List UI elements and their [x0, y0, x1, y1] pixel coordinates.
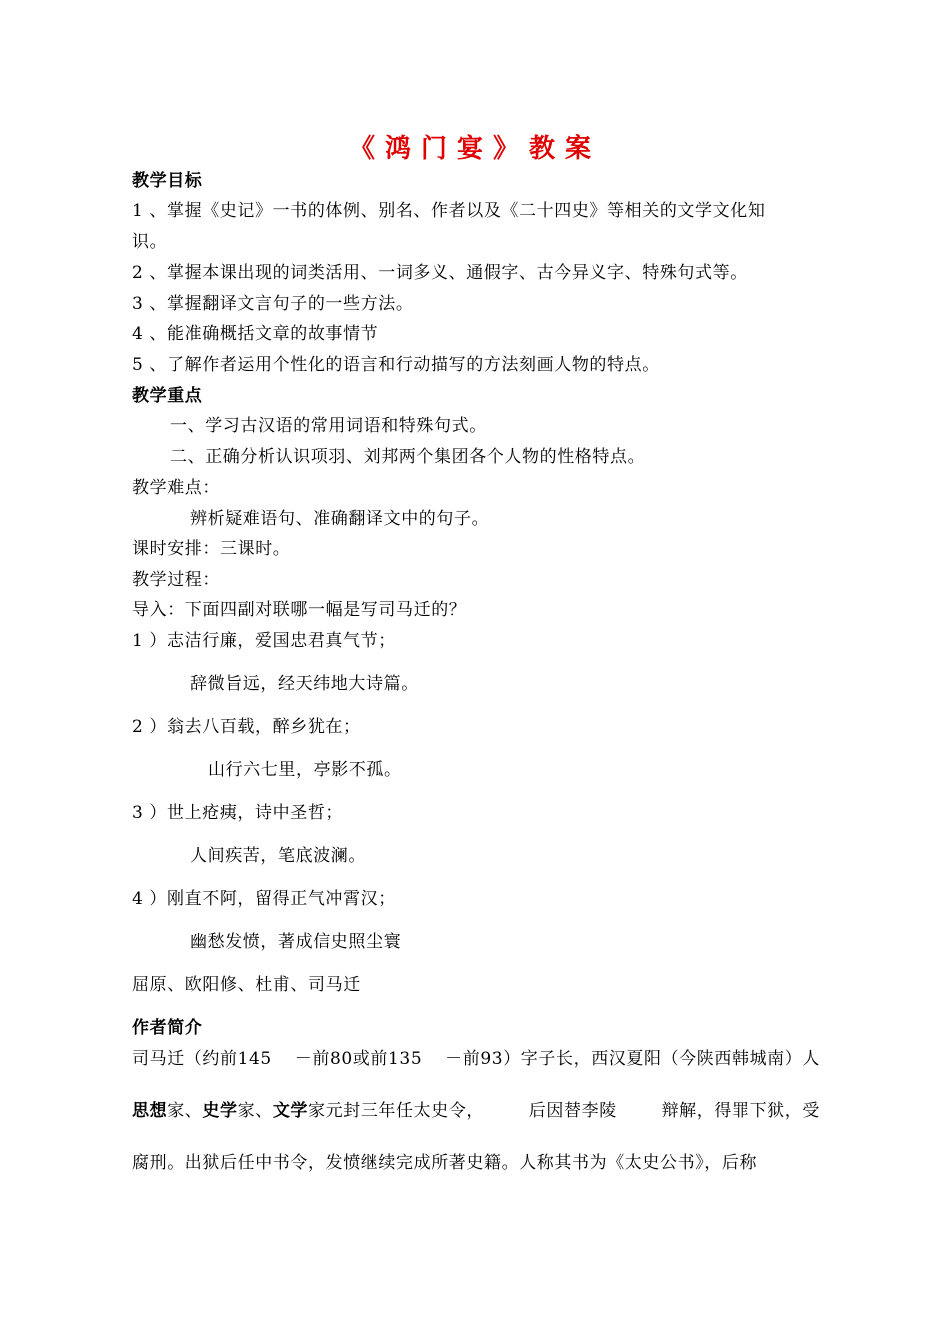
- difficulty-text: 辨析疑难语句、准确翻译文中的句子。: [190, 509, 490, 529]
- objective-line: 2 、掌握本课出现的词类活用、一词多义、通假字、古今异义字、特殊句式等。: [132, 263, 748, 283]
- author-title-bold: 史学: [202, 1101, 238, 1121]
- author-title-bold: 思想: [132, 1101, 168, 1121]
- objective-line: 3 、掌握翻译文言句子的一些方法。: [132, 294, 414, 314]
- objective-line: 4 、能准确概括文章的故事情节: [132, 324, 379, 344]
- objective-line: 识。: [132, 232, 168, 252]
- couplet-first-line: 4 ）刚直不阿，留得正气冲霄汉；: [132, 889, 396, 909]
- objective-line: 1 、掌握《史记》一书的体例、别名、作者以及《二十四史》等相关的文学文化知: [132, 201, 766, 221]
- intro-question: 导入：下面四副对联哪一幅是写司马迁的？: [132, 600, 467, 620]
- couplet-second-line: 辞微旨远，经天纬地大诗篇。: [190, 674, 419, 694]
- objectives-heading: 教学目标: [132, 171, 203, 191]
- couplet-second-line: 山行六七里，亭影不孤。: [208, 760, 402, 780]
- process-heading: 教学过程：: [132, 570, 220, 590]
- author-bio-segment: －前93）字子长，西汉夏阳（今陕西韩城南）人: [445, 1049, 820, 1069]
- couplet-first-line: 2 ）翁去八百载，醉乡犹在；: [132, 717, 361, 737]
- schedule-text: 课时安排：三课时。: [132, 539, 291, 559]
- author-bio-segment: 辩解，得罪下狱，受: [661, 1101, 820, 1121]
- keypoints-heading: 教学重点: [132, 386, 203, 406]
- keypoint-line: 二、正确分析认识项羽、刘邦两个集团各个人物的性格特点。: [170, 447, 646, 467]
- answer-text: 屈原、欧阳修、杜甫、司马迁: [132, 975, 361, 995]
- author-bio-segment: 思想家、史学家、文学家元封三年任太史令，: [132, 1101, 485, 1121]
- author-bio-segment: －前80或前135: [294, 1049, 423, 1069]
- document-title: 《鸿门宴》教案: [348, 134, 601, 164]
- author-bio-line: [132, 1048, 820, 1070]
- couplet-first-line: 1 ）志洁行廉，爱国忠君真气节；: [132, 631, 396, 651]
- couplet-second-line: 人间疾苦，笔底波澜。: [190, 846, 366, 866]
- objective-line: 5 、了解作者运用个性化的语言和行动描写的方法刻画人物的特点。: [132, 355, 660, 375]
- difficulty-heading: 教学难点：: [132, 478, 220, 498]
- couplet-second-line: 幽愁发愤，著成信史照尘寰: [190, 932, 402, 952]
- keypoint-line: 一、学习古汉语的常用词语和特殊句式。: [170, 416, 487, 436]
- author-bio-segment: 司马迁（约前145: [132, 1049, 272, 1069]
- author-bio-line: 腐刑。出狱后任中书令，发愤继续完成所著史籍。人称其书为《太史公书》，后称: [132, 1153, 758, 1173]
- author-heading: 作者简介: [132, 1018, 203, 1038]
- author-bio-line: [132, 1100, 820, 1122]
- author-bio-segment: 后因替李陵: [528, 1101, 617, 1121]
- couplet-first-line: 3 ）世上疮痍，诗中圣哲；: [132, 803, 344, 823]
- author-title-bold: 文学: [272, 1101, 309, 1121]
